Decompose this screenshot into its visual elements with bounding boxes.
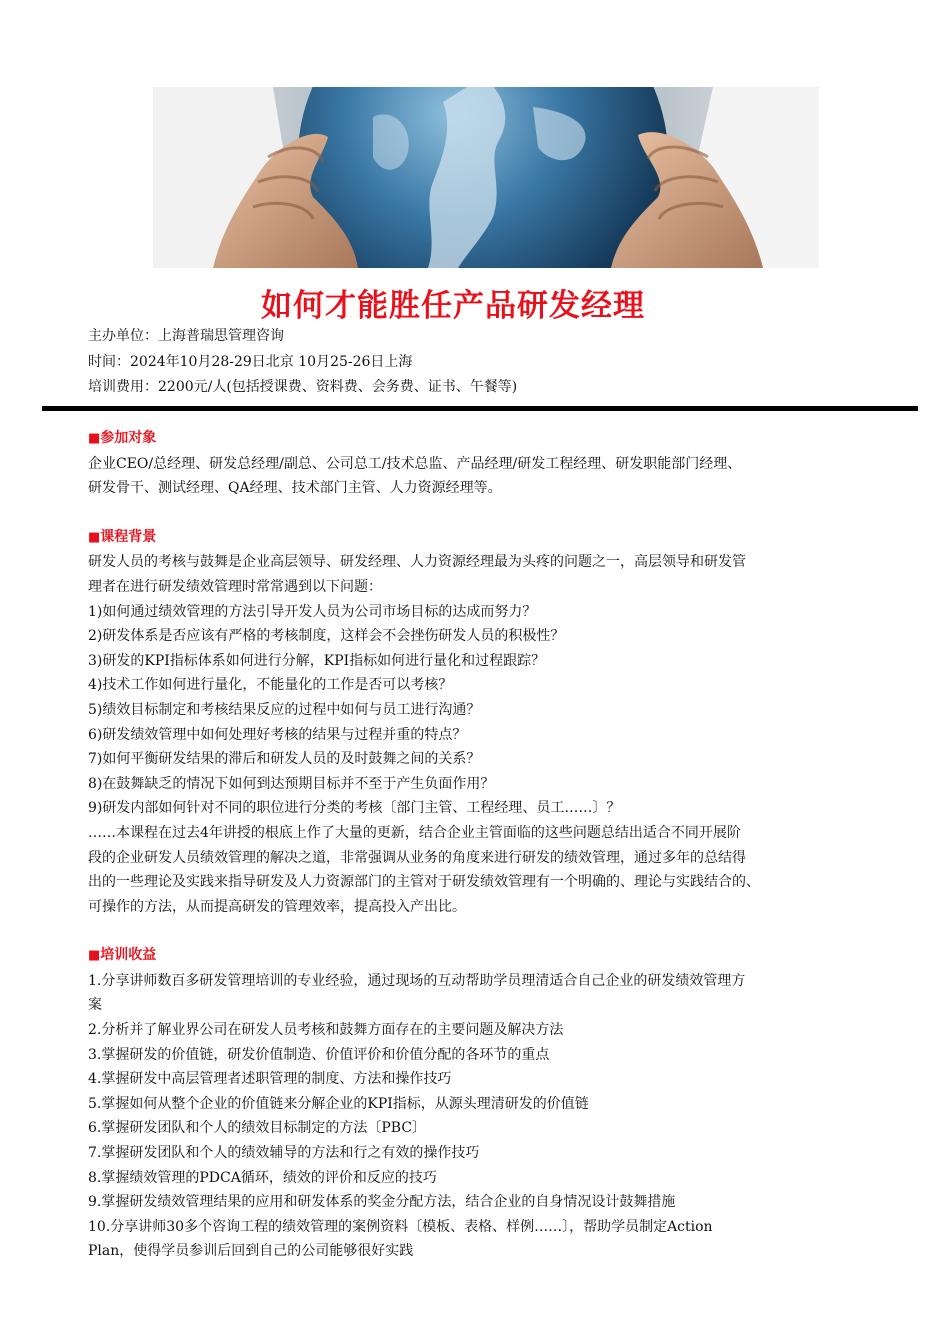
text-line: 2.分析并了解业界公司在研发人员考核和鼓舞方面存在的主要问题及解决方法 <box>88 1022 564 1039</box>
square-bullet-icon: ■ <box>88 431 101 446</box>
text-line: 10.分享讲师30多个咨询工程的绩效管理的案例资料〔模板、表格、样例……〕，帮助学员制定Action <box>88 1218 713 1235</box>
section-benefits <box>88 943 888 1264</box>
text-line: 8.掌握绩效管理的PDCA循环，绩效的评价和反应的技巧 <box>88 1169 437 1186</box>
fee-line: 培训费用：2200元/人(包括授课费、资料费、会务费、证书、午餐等) <box>88 379 518 395</box>
divider <box>42 406 918 411</box>
text-line: 3.掌握研发的价值链，研发价值制造、价值评价和价值分配的各环节的重点 <box>88 1046 550 1063</box>
section-heading: ■课程背景 <box>88 528 157 545</box>
section-heading: ■培训收益 <box>88 947 157 964</box>
text-line: 段的企业研发人员绩效管理的解决之道，非常强调从业务的角度来进行研发的绩效管理，通过多年的总结得 <box>88 849 746 866</box>
text-line: 出的一些理论及实践来指导研发及人力资源部门的主管对于研发绩效管理有一个明确的、理论与实践结合的、 <box>88 874 760 891</box>
globe-in-hands-icon <box>153 87 819 268</box>
page-title: 如何才能胜任产品研发经理 <box>261 288 645 324</box>
banner-image <box>153 87 819 268</box>
section-audience <box>88 426 888 501</box>
text-line: 5)绩效目标制定和考核结果反应的过程中如何与员工进行沟通？ <box>88 701 481 718</box>
organizer-line: 主办单位：上海普瑞思管理咨询 <box>88 328 284 344</box>
text-line: 4)技术工作如何进行量化，不能量化的工作是否可以考核？ <box>88 677 453 694</box>
text-line: 6)研发绩效管理中如何处理好考核的结果与过程并重的特点？ <box>88 726 467 743</box>
text-line: 2)研发体系是否应该有严格的考核制度，这样会不会挫伤研发人员的积极性？ <box>88 628 565 645</box>
course-meta <box>88 324 517 401</box>
text-line: 1)如何通过绩效管理的方法引导开发人员为公司市场目标的达成而努力？ <box>88 603 537 620</box>
main-content <box>88 426 888 1288</box>
text-line: 7.掌握研发团队和个人的绩效辅导的方法和行之有效的操作技巧 <box>88 1145 480 1162</box>
text-line: 研发骨干、测试经理、QA经理、技术部门主管、人力资源经理等。 <box>88 480 502 497</box>
audience-text <box>88 452 888 501</box>
text-line: 理者在进行研发绩效管理时常常遇到以下问题： <box>88 578 382 595</box>
time-line: 时间：2024年10月28-29日北京 10月25-26日上海 <box>88 353 413 370</box>
square-bullet-icon: ■ <box>88 529 101 545</box>
text-line: 可操作的方法，从而提高研发的管理效率，提高投入产出比。 <box>88 898 466 915</box>
text-line: 3)研发的KPI指标体系如何进行分解，KPI指标如何进行量化和过程跟踪？ <box>88 652 546 669</box>
text-line: 7)如何平衡研发结果的滞后和研发人员的及时鼓舞之间的关系？ <box>88 751 481 768</box>
background-text <box>88 550 888 919</box>
text-line: 企业CEO/总经理、研发总经理/副总、公司总工/技术总监、产品经理/研发工程经理、研发职能部门经理、 <box>88 455 742 472</box>
text-line: Plan，使得学员参训后回到自己的公司能够很好实践 <box>88 1243 414 1260</box>
section-heading: ■参加对象 <box>88 430 157 446</box>
text-line: 5.掌握如何从整个企业的价值链来分解企业的KPI指标，从源头理清研发的价值链 <box>88 1095 589 1112</box>
text-line: 9)研发内部如何针对不同的职位进行分类的考核〔部门主管、工程经理、员工……〕？ <box>88 800 621 817</box>
benefits-text <box>88 969 888 1264</box>
square-bullet-icon: ■ <box>88 948 101 964</box>
text-line: 1.分享讲师数百多研发管理培训的专业经验，通过现场的互动帮助学员理清适合自己企业的研发绩效管理方 <box>88 972 746 989</box>
text-line: 8)在鼓舞缺乏的情况下如何到达预期目标并不至于产生负面作用？ <box>88 775 495 792</box>
text-line: 6.掌握研发团队和个人的绩效目标制定的方法〔PBC〕 <box>88 1120 427 1137</box>
text-line: ……本课程在过去4年讲授的根底上作了大量的更新，结合企业主管面临的这些问题总结出适合不同开展阶 <box>88 824 741 841</box>
text-line: 案 <box>88 997 102 1014</box>
text-line: 研发人员的考核与鼓舞是企业高层领导、研发经理、人力资源经理最为头疼的问题之一，高层领导和研发管 <box>88 554 746 571</box>
text-line: 9.掌握研发绩效管理结果的应用和研发体系的奖金分配方法，结合企业的自身情况设计鼓舞措施 <box>88 1194 676 1211</box>
text-line: 4.掌握研发中高层管理者述职管理的制度、方法和操作技巧 <box>88 1071 452 1088</box>
section-background <box>88 525 888 920</box>
